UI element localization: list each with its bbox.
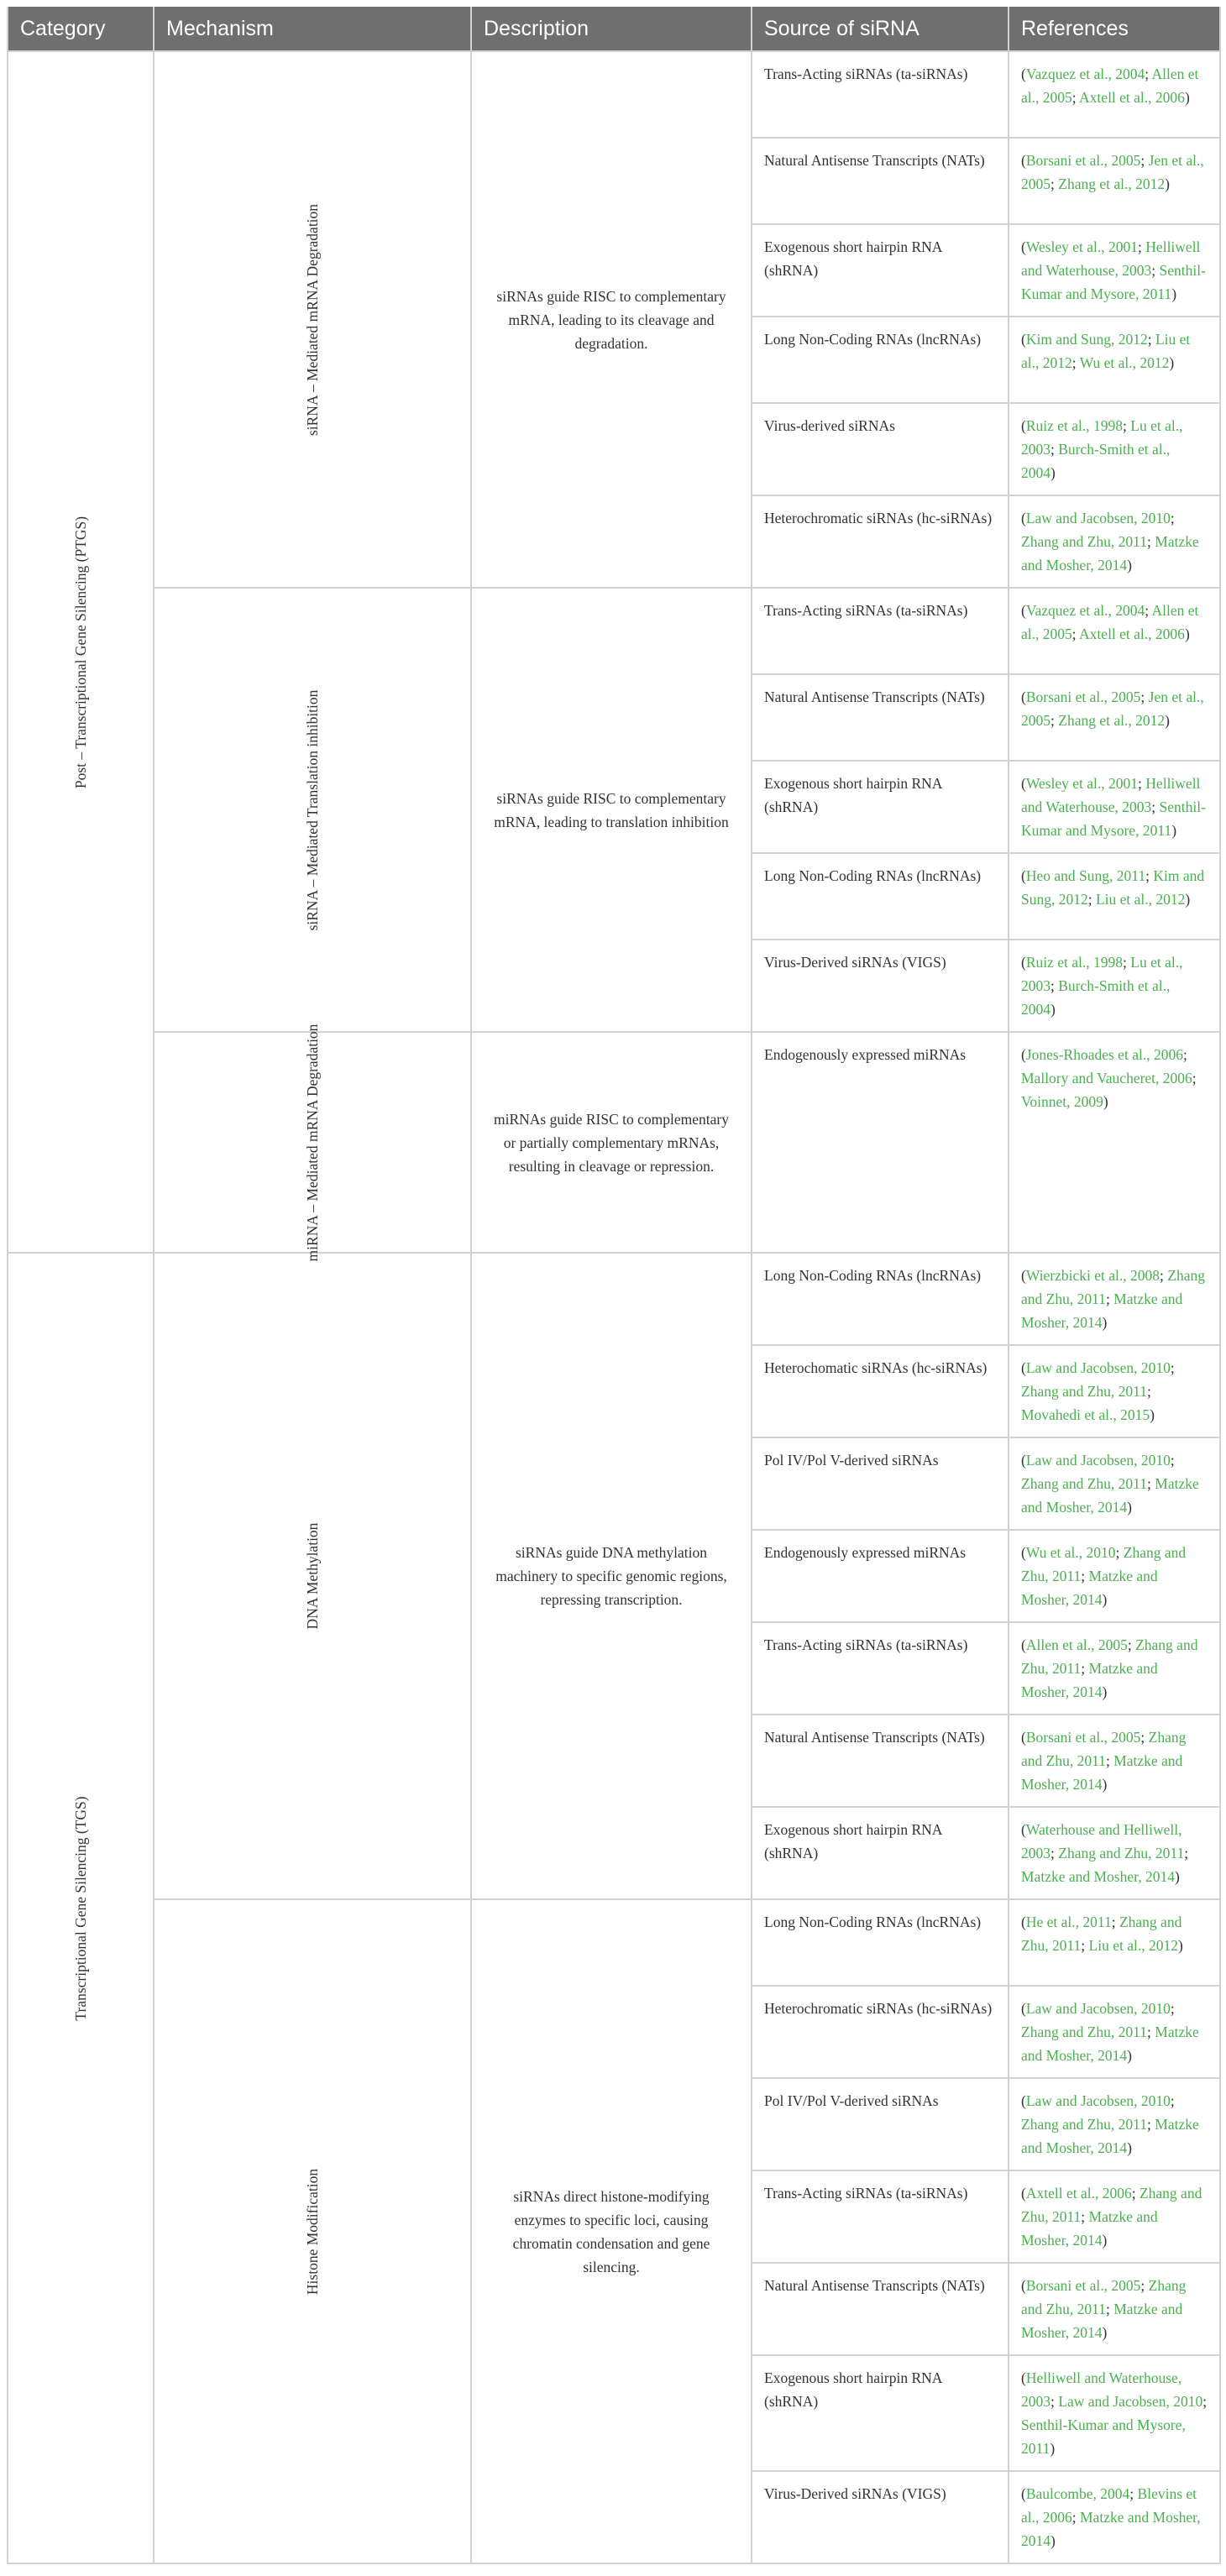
description-cell: siRNAs guide RISC to complementary mRNA, leading to its cleavage and degradation. [471,51,752,588]
reference-link[interactable]: Liu et al., 2012 [1095,891,1186,908]
reference-link[interactable]: Zhang and Zhu, 2011 [1021,2024,1148,2040]
references-cell: (Vazquez et al., 2004; Allen et al., 2005; Axtell et al., 2006) [1009,588,1220,674]
source-cell: Long Non-Coding RNAs (lncRNAs) [752,317,1009,403]
reference-link[interactable]: Jones-Rhoades et al., 2006 [1025,1046,1183,1063]
references-cell: (Vazquez et al., 2004; Allen et al., 2005; Axtell et al., 2006) [1009,51,1220,138]
references-cell: (He et al., 2011; Zhang and Zhu, 2011; Liu et al., 2012) [1009,1899,1220,1986]
reference-link[interactable]: Vazquez et al., 2004 [1025,602,1145,619]
references-cell: (Axtell et al., 2006; Zhang and Zhu, 2011; Matzke and Mosher, 2014) [1009,2170,1220,2263]
reference-link[interactable]: Matzke and Mosher, 2014 [1021,2208,1158,2249]
reference-link[interactable]: Lu et al., 2003 [1021,417,1183,458]
source-cell: Heterochromatic siRNAs (hc-siRNAs) [752,495,1009,588]
references-cell: (Wesley et al., 2001; Helliwell and Waterhouse, 2003; Senthil-Kumar and Mysore, 2011) [1009,224,1220,317]
references-cell: (Wesley et al., 2001; Helliwell and Waterhouse, 2003; Senthil-Kumar and Mysore, 2011) [1009,761,1220,853]
references-cell: (Kim and Sung, 2012; Liu et al., 2012; Wu et al., 2012) [1009,317,1220,403]
references-cell: (Ruiz et al., 1998; Lu et al., 2003; Burch-Smith et al., 2004) [1009,940,1220,1032]
reference-link[interactable]: Law and Jacobsen, 2010 [1025,510,1171,526]
reference-link[interactable]: Allen et al., 2005 [1025,1636,1128,1653]
reference-link[interactable]: Matzke and Mosher, 2014 [1021,1660,1158,1700]
source-cell: Virus-Derived siRNAs (VIGS) [752,2471,1009,2563]
source-cell: Long Non-Coding RNAs (lncRNAs) [752,853,1009,940]
reference-link[interactable]: Senthil-Kumar and Mysore, 2011 [1021,262,1206,302]
reference-link[interactable]: Matzke and Mosher, 2014 [1021,1568,1158,1608]
reference-link[interactable]: Zhang and Zhu, 2011 [1021,1383,1148,1400]
reference-link[interactable]: Jen et al., 2005 [1021,152,1204,192]
header-mechanism: Mechanism [154,7,471,51]
mechanism-sirna-translation-inhibition [154,588,471,1032]
mechanism-label: DNA Methylation [304,1522,321,1630]
references-cell: (Wierzbicki et al., 2008; Zhang and Zhu, 2011; Matzke and Mosher, 2014) [1009,1253,1220,1345]
mechanism-mirna-mrna-degradation [154,1024,471,1261]
category-ptgs [8,51,154,1253]
reference-link[interactable]: Borsani et al., 2005 [1025,152,1141,169]
source-cell: Trans-Acting siRNAs (ta-siRNAs) [752,2170,1009,2263]
mechanism-dna-methylation [154,1253,471,1899]
references-cell: (Law and Jacobsen, 2010; Zhang and Zhu, 2011; Matzke and Mosher, 2014) [1009,1437,1220,1530]
mechanism-label: siRNA – Mediated mRNA Degradation [304,203,321,436]
references-cell: (Law and Jacobsen, 2010; Zhang and Zhu, 2011; Movahedi et al., 2015) [1009,1345,1220,1437]
reference-link[interactable]: Senthil-Kumar and Mysore, 2011 [1021,798,1206,839]
references-cell: (Jones-Rhoades et al., 2006; Mallory and Vaucheret, 2006; Voinnet, 2009) [1009,1032,1220,1253]
table-row [8,1032,1220,1253]
mechanism-label: Histone Modification [304,2168,321,2295]
reference-link[interactable]: Law and Jacobsen, 2010 [1025,1359,1171,1376]
references-cell: (Law and Jacobsen, 2010; Zhang and Zhu, 2011; Matzke and Mosher, 2014) [1009,1986,1220,2078]
mechanism-histone-modification [154,1899,471,2563]
references-cell: (Heo and Sung, 2011; Kim and Sung, 2012; Liu et al., 2012) [1009,853,1220,940]
reference-link[interactable]: Matzke and Mosher, 2014 [1021,533,1199,573]
reference-link[interactable]: Senthil-Kumar and Mysore, 2011 [1021,2416,1186,2457]
reference-link[interactable]: Wesley et al., 2001 [1025,775,1139,792]
category-tgs [8,1253,154,2563]
source-cell: Exogenous short hairpin RNA (shRNA) [752,224,1009,317]
reference-link[interactable]: Liu et al., 2012 [1088,1937,1178,1954]
header-category: Category [8,7,154,51]
source-cell: Exogenous short hairpin RNA (shRNA) [752,1807,1009,1899]
reference-link[interactable]: Law and Jacobsen, 2010 [1025,2092,1171,2109]
table-row [8,588,1220,674]
source-cell: Heterochromatic siRNAs (hc-siRNAs) [752,1986,1009,2078]
mechanism-label: miRNA – Mediated mRNA Degradation [304,1024,321,1261]
reference-link[interactable]: Matzke and Mosher, 2014 [1021,2024,1199,2064]
reference-link[interactable]: Zhang and Zhu, 2011 [1021,2116,1148,2133]
reference-link[interactable]: Zhang and Zhu, 2011 [1021,1475,1148,1492]
header-description: Description [471,7,752,51]
reference-link[interactable]: Zhang and Zhu, 2011 [1021,1636,1198,1677]
reference-link[interactable]: Zhang and Zhu, 2011 [1021,2277,1187,2317]
reference-link[interactable]: Matzke and Mosher, 2014 [1021,1868,1176,1885]
reference-link[interactable]: Zhang and Zhu, 2011 [1021,1914,1182,1954]
reference-link[interactable]: Matzke and Mosher, 2014 [1021,1752,1183,1793]
reference-link[interactable]: Matzke and Mosher, 2014 [1021,1475,1199,1516]
header-source: Source of siRNA [752,7,1009,51]
references-cell: (Helliwell and Waterhouse, 2003; Law and Jacobsen, 2010; Senthil-Kumar and Mysore, 2011) [1009,2355,1220,2471]
sirna-table [7,7,1221,2564]
reference-link[interactable]: He et al., 2011 [1025,1914,1112,1930]
description-cell: siRNAs guide DNA methylation machinery to specific genomic regions, repressing transcription. [471,1253,752,1899]
reference-link[interactable]: Wesley et al., 2001 [1025,238,1139,255]
reference-link[interactable]: Mallory and Vaucheret, 2006 [1021,1070,1192,1086]
category-label: Transcriptional Gene Silencing (TGS) [72,1795,89,2021]
reference-link[interactable]: Matzke and Mosher, 2014 [1021,2509,1201,2549]
reference-link[interactable]: Waterhouse and Helliwell, 2003 [1021,1821,1182,1861]
table-row [8,1253,1220,1345]
references-cell: (Borsani et al., 2005; Jen et al., 2005; Zhang et al., 2012) [1009,674,1220,761]
references-cell: (Borsani et al., 2005; Jen et al., 2005; Zhang et al., 2012) [1009,138,1220,224]
source-cell: Virus-derived siRNAs [752,403,1009,495]
mechanism-sirna-mrna-degradation [154,51,471,588]
reference-link[interactable]: Burch-Smith et al., 2004 [1021,977,1171,1018]
reference-link[interactable]: Borsani et al., 2005 [1025,689,1141,705]
reference-link[interactable]: Matzke and Mosher, 2014 [1021,2301,1183,2341]
reference-link[interactable]: Law and Jacobsen, 2010 [1025,2000,1171,2017]
reference-link[interactable]: Law and Jacobsen, 2010 [1058,2393,1203,2410]
reference-link[interactable]: Axtell et al., 2006 [1025,2185,1132,2202]
description-cell: miRNAs guide RISC to complementary or partially complementary mRNAs, resulting in cleavage or repression. [471,1032,752,1253]
references-cell: (Borsani et al., 2005; Zhang and Zhu, 2011; Matzke and Mosher, 2014) [1009,2263,1220,2355]
source-cell: Long Non-Coding RNAs (lncRNAs) [752,1899,1009,1986]
reference-link[interactable]: Liu et al., 2012 [1021,331,1191,371]
references-cell: (Baulcombe, 2004; Blevins et al., 2006; Matzke and Mosher, 2014) [1009,2471,1220,2563]
references-cell: (Waterhouse and Helliwell, 2003; Zhang and Zhu, 2011; Matzke and Mosher, 2014) [1009,1807,1220,1899]
reference-link[interactable]: Helliwell and Waterhouse, 2003 [1021,775,1201,815]
source-cell: Natural Antisense Transcripts (NATs) [752,2263,1009,2355]
reference-link[interactable]: Kim and Sung, 2012 [1021,867,1205,908]
reference-link[interactable]: Voinnet, 2009 [1021,1093,1103,1110]
reference-link[interactable]: Ruiz et al., 1998 [1025,954,1124,971]
reference-link[interactable]: Zhang and Zhu, 2011 [1021,1544,1187,1584]
source-cell: Pol IV/Pol V-derived siRNAs [752,1437,1009,1530]
source-cell: Natural Antisense Transcripts (NATs) [752,674,1009,761]
description-cell: siRNAs direct histone-modifying enzymes to specific loci, causing chromatin condensation and gene silencing. [471,1899,752,2563]
reference-link[interactable]: Wu et al., 2010 [1025,1544,1116,1561]
source-cell: Exogenous short hairpin RNA (shRNA) [752,761,1009,853]
source-cell: Trans-Acting siRNAs (ta-siRNAs) [752,1622,1009,1715]
source-cell: Trans-Acting siRNAs (ta-siRNAs) [752,51,1009,138]
header-references: References [1009,7,1220,51]
reference-link[interactable]: Helliwell and Waterhouse, 2003 [1021,238,1201,279]
reference-link[interactable]: Matzke and Mosher, 2014 [1021,1291,1183,1331]
reference-link[interactable]: Wu et al., 2012 [1079,354,1170,371]
reference-link[interactable]: Zhang and Zhu, 2011 [1021,533,1148,550]
source-cell: Natural Antisense Transcripts (NATs) [752,138,1009,224]
table-row [8,1899,1220,1986]
reference-link[interactable]: Allen et al., 2005 [1021,65,1199,106]
reference-link[interactable]: Heo and Sung, 2011 [1025,867,1146,884]
reference-link[interactable]: Allen et al., 2005 [1021,602,1199,642]
reference-link[interactable]: Zhang and Zhu, 2011 [1021,1729,1187,1769]
source-cell: Trans-Acting siRNAs (ta-siRNAs) [752,588,1009,674]
references-cell: (Law and Jacobsen, 2010; Zhang and Zhu, 2011; Matzke and Mosher, 2014) [1009,495,1220,588]
reference-link[interactable]: Wierzbicki et al., 2008 [1025,1267,1160,1284]
source-cell: Heterochomatic siRNAs (hc-siRNAs) [752,1345,1009,1437]
reference-link[interactable]: Baulcombe, 2004 [1025,2485,1130,2502]
reference-link[interactable]: Law and Jacobsen, 2010 [1025,1452,1171,1469]
reference-link[interactable]: Zhang et al., 2012 [1058,712,1166,729]
reference-link[interactable]: Kim and Sung, 2012 [1025,331,1148,348]
sirna-table-container [7,7,1219,2564]
references-cell: (Ruiz et al., 1998; Lu et al., 2003; Burch-Smith et al., 2004) [1009,403,1220,495]
references-cell: (Wu et al., 2010; Zhang and Zhu, 2011; Matzke and Mosher, 2014) [1009,1530,1220,1622]
reference-link[interactable]: Jen et al., 2005 [1021,689,1204,729]
reference-link[interactable]: Movahedi et al., 2015 [1021,1406,1150,1423]
source-cell: Exogenous short hairpin RNA (shRNA) [752,2355,1009,2471]
references-cell: (Allen et al., 2005; Zhang and Zhu, 2011; Matzke and Mosher, 2014) [1009,1622,1220,1715]
table-body [8,51,1220,2563]
reference-link[interactable]: Vazquez et al., 2004 [1025,65,1145,82]
reference-link[interactable]: Axtell et al., 2006 [1079,626,1185,642]
source-cell: Natural Antisense Transcripts (NATs) [752,1715,1009,1807]
reference-link[interactable]: Zhang and Zhu, 2011 [1058,1845,1185,1861]
source-cell: Pol IV/Pol V-derived siRNAs [752,2078,1009,2170]
reference-link[interactable]: Lu et al., 2003 [1021,954,1183,994]
source-cell: Endogenously expressed miRNAs [752,1032,1009,1253]
reference-link[interactable]: Axtell et al., 2006 [1079,89,1185,106]
mechanism-label: siRNA – Mediated Translation inhibition [304,689,321,930]
reference-link[interactable]: Helliwell and Waterhouse, 2003 [1021,2369,1182,2410]
reference-link[interactable]: Zhang and Zhu, 2011 [1021,1267,1205,1307]
references-cell: (Borsani et al., 2005; Zhang and Zhu, 2011; Matzke and Mosher, 2014) [1009,1715,1220,1807]
reference-link[interactable]: Zhang et al., 2012 [1058,175,1166,192]
references-cell: (Law and Jacobsen, 2010; Zhang and Zhu, 2011; Matzke and Mosher, 2014) [1009,2078,1220,2170]
reference-link[interactable]: Ruiz et al., 1998 [1025,417,1124,434]
reference-link[interactable]: Borsani et al., 2005 [1025,2277,1141,2294]
category-label: Post – Transcriptional Gene Silencing (PTGS) [72,516,89,788]
reference-link[interactable]: Burch-Smith et al., 2004 [1021,441,1171,481]
header-row [8,7,1220,51]
table-row [8,51,1220,138]
reference-link[interactable]: Blevins et al., 2006 [1021,2485,1197,2526]
source-cell: Long Non-Coding RNAs (lncRNAs) [752,1253,1009,1345]
reference-link[interactable]: Zhang and Zhu, 2011 [1021,2185,1202,2225]
reference-link[interactable]: Borsani et al., 2005 [1025,1729,1141,1746]
source-cell: Endogenously expressed miRNAs [752,1530,1009,1622]
description-cell: siRNAs guide RISC to complementary mRNA, leading to translation inhibition [471,588,752,1032]
reference-link[interactable]: Matzke and Mosher, 2014 [1021,2116,1199,2156]
source-cell: Virus-Derived siRNAs (VIGS) [752,940,1009,1032]
